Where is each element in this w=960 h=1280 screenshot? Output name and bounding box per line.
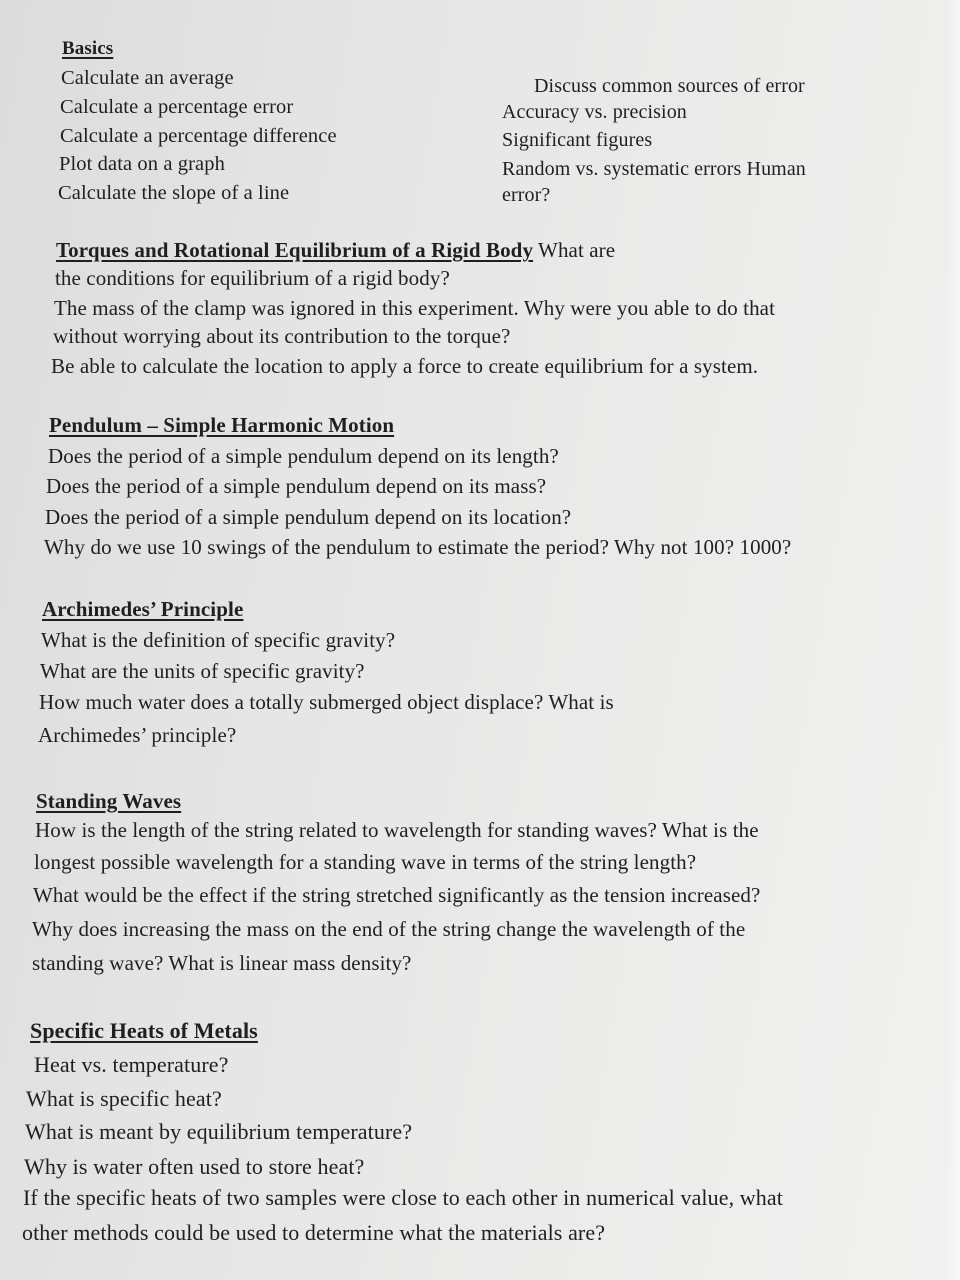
- torques-line: Be able to calculate the location to apply a force to create equilibrium for a system.: [51, 354, 759, 378]
- specific-heats-line: If the specific heats of two samples were close to each other in numerical value, what: [23, 1185, 783, 1210]
- basics-left-item: Calculate the slope of a line: [58, 182, 290, 204]
- torques-line: the conditions for equilibrium of a rigid body?: [55, 266, 450, 290]
- heading-torques: Torques and Rotational Equilibrium of a Rigid Body: [56, 238, 534, 262]
- specific-heats-line: What is specific heat?: [26, 1086, 222, 1111]
- archimedes-line: What are the units of specific gravity?: [40, 659, 365, 683]
- basics-right-item: Significant figures: [502, 129, 653, 151]
- basics-right-item: Random vs. systematic errors Human: [502, 158, 806, 180]
- basics-left-item: Calculate an average: [61, 67, 234, 89]
- pendulum-line: Why do we use 10 swings of the pendulum to estimate the period? Why not 100? 1000?: [44, 535, 792, 559]
- specific-heats-line: What is meant by equilibrium temperature?: [25, 1119, 413, 1144]
- torques-line: without worrying about its contribution to the torque?: [53, 324, 511, 348]
- heading-standing-waves: Standing Waves: [36, 789, 182, 813]
- basics-left-item: Calculate a percentage error: [60, 96, 294, 118]
- standing-waves-line: longest possible wavelength for a standing wave in terms of the string length?: [34, 850, 697, 874]
- specific-heats-line: Why is water often used to store heat?: [24, 1154, 365, 1179]
- archimedes-line: Archimedes’ principle?: [38, 723, 237, 747]
- pendulum-line: Does the period of a simple pendulum depend on its length?: [48, 444, 559, 468]
- basics-left-item: Plot data on a graph: [59, 153, 225, 175]
- heading-specific-heats: Specific Heats of Metals: [30, 1018, 258, 1043]
- standing-waves-line: standing wave? What is linear mass density?: [32, 951, 412, 975]
- pendulum-line: Does the period of a simple pendulum depend on its mass?: [46, 474, 547, 498]
- paper-edge: [946, 0, 960, 1280]
- specific-heats-line: Heat vs. temperature?: [34, 1052, 229, 1077]
- pendulum-line: Does the period of a simple pendulum depend on its location?: [45, 505, 572, 529]
- standing-waves-line: How is the length of the string related to wavelength for standing waves? What is the: [35, 818, 759, 842]
- archimedes-line: How much water does a totally submerged object displace? What is: [39, 690, 614, 714]
- heading-archimedes: Archimedes’ Principle: [42, 597, 244, 621]
- torques-heading-tail: What are: [533, 238, 616, 262]
- basics-right-item: Accuracy vs. precision: [502, 101, 687, 123]
- basics-right-item: Discuss common sources of error: [534, 75, 805, 97]
- torques-heading-line: [56, 237, 615, 263]
- heading-basics: Basics: [62, 38, 114, 59]
- standing-waves-line: Why does increasing the mass on the end of the string change the wavelength of the: [32, 917, 746, 941]
- archimedes-line: What is the definition of specific gravity?: [41, 628, 396, 652]
- basics-right-item: error?: [502, 184, 551, 206]
- standing-waves-line: What would be the effect if the string stretched significantly as the tension increased?: [33, 883, 761, 907]
- specific-heats-line: other methods could be used to determine what the materials are?: [22, 1220, 606, 1245]
- torques-line: The mass of the clamp was ignored in this experiment. Why were you able to do that: [54, 296, 776, 320]
- basics-left-item: Calculate a percentage difference: [60, 125, 337, 147]
- heading-pendulum: Pendulum – Simple Harmonic Motion: [49, 413, 395, 437]
